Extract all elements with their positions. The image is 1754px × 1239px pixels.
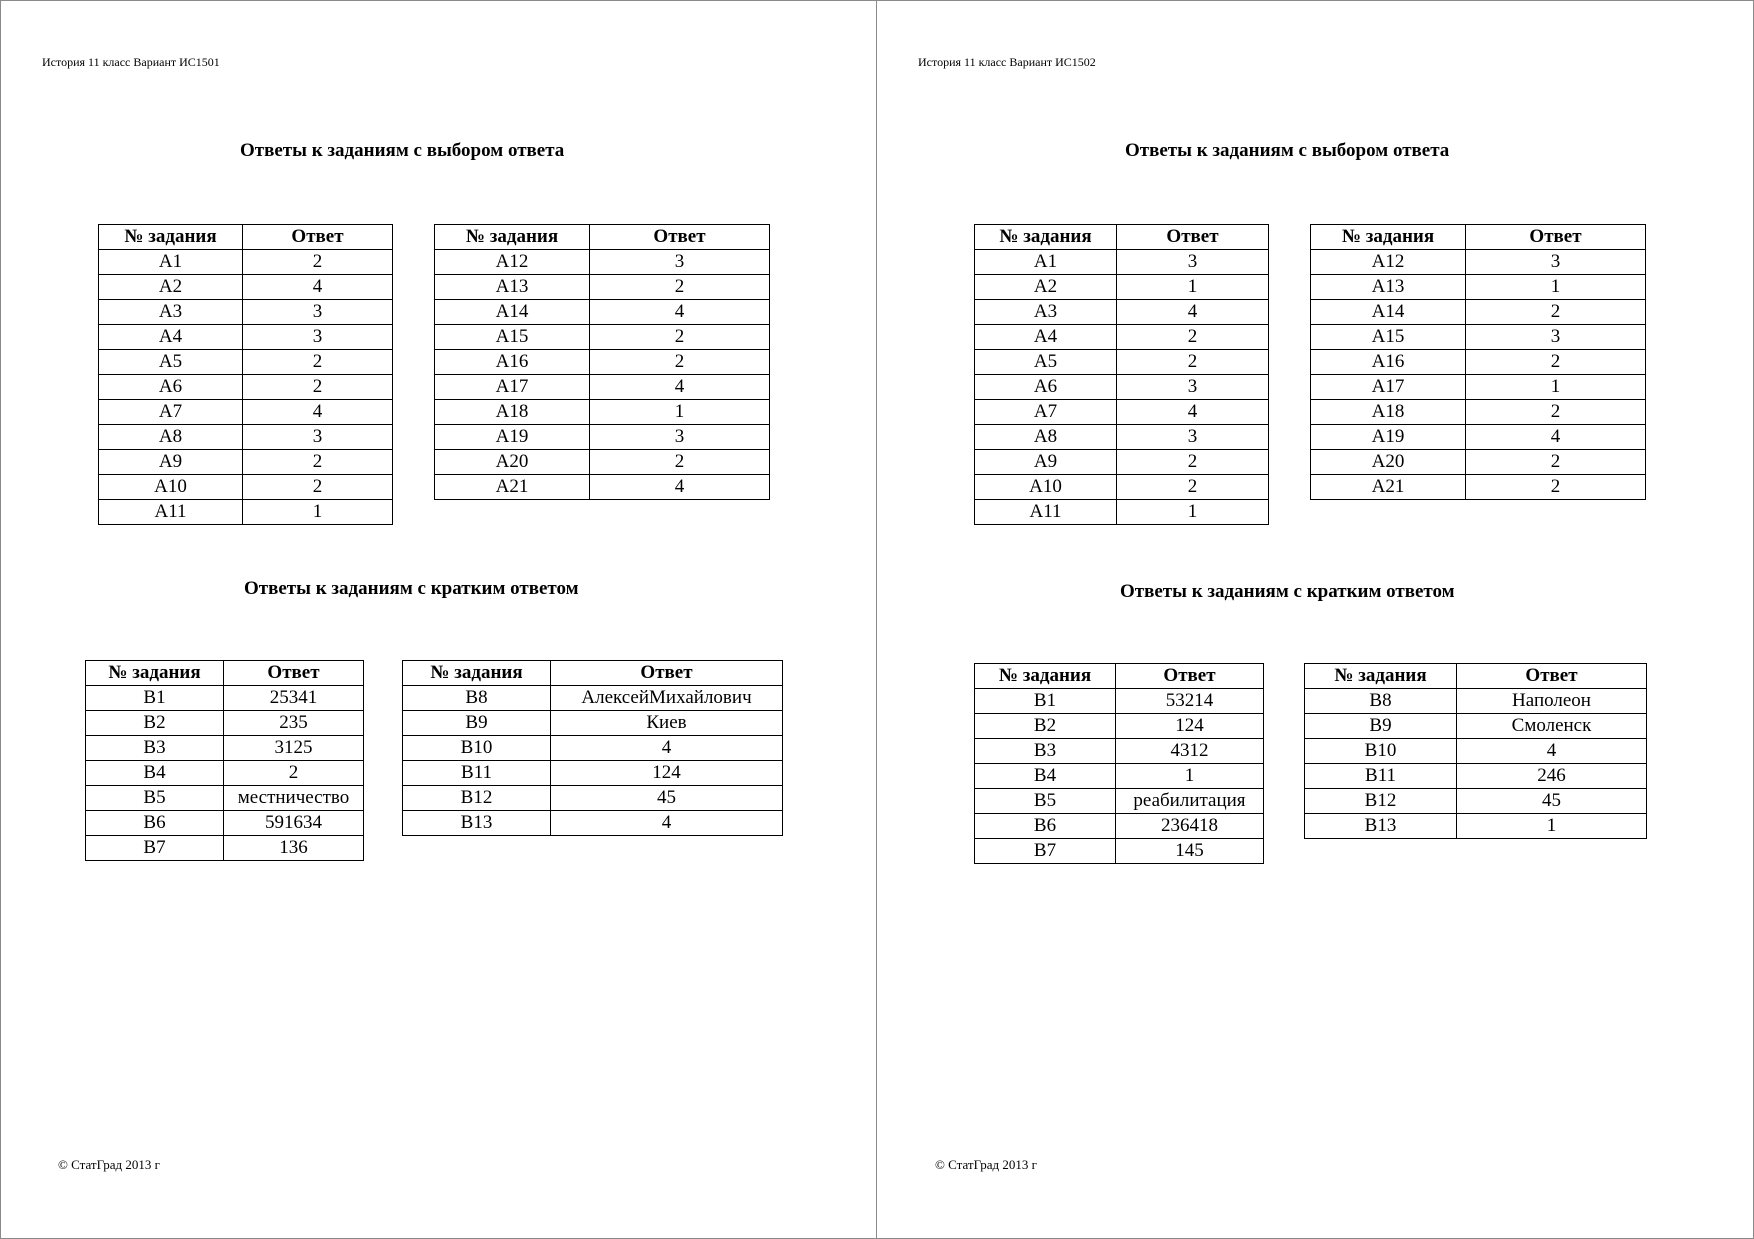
choice-answers-title: Ответы к заданиям с выбором ответа [240, 140, 565, 161]
answer-cell: 1 [1117, 275, 1269, 300]
short-table-1 [85, 660, 364, 861]
answer-cell: 124 [551, 761, 783, 786]
table-row [403, 761, 783, 786]
table-row [435, 450, 770, 475]
task-number-cell: В5 [86, 786, 224, 811]
answer-cell: 1 [1466, 275, 1646, 300]
answer-cell: 1 [1457, 814, 1647, 839]
task-number-cell: А17 [1311, 375, 1466, 400]
table-row [975, 689, 1264, 714]
answer-cell: 1 [243, 500, 393, 525]
task-number-cell: А11 [99, 500, 243, 525]
table-row [975, 475, 1269, 500]
answer-cell: 3 [243, 425, 393, 450]
col-header-answer: Ответ [1117, 225, 1269, 250]
table-row [975, 425, 1269, 450]
table-row [1311, 425, 1646, 450]
task-number-cell: А12 [435, 250, 590, 275]
task-number-cell: А9 [975, 450, 1117, 475]
choice-table-1 [974, 224, 1269, 525]
col-header-answer: Ответ [224, 661, 364, 686]
answer-cell: 3 [243, 325, 393, 350]
table-row [1305, 739, 1647, 764]
table-row [86, 686, 364, 711]
answer-cell: 3 [1117, 375, 1269, 400]
table-row [975, 500, 1269, 525]
answer-cell: 2 [1466, 475, 1646, 500]
table-row [1311, 375, 1646, 400]
task-number-cell: В1 [975, 689, 1116, 714]
table-row [1311, 400, 1646, 425]
col-header-task: № задания [435, 225, 590, 250]
table-row [99, 400, 393, 425]
answer-cell: 4 [1117, 400, 1269, 425]
task-number-cell: А15 [435, 325, 590, 350]
answer-cell: 1 [1117, 500, 1269, 525]
page-header: История 11 класс Вариант ИС1501 [42, 55, 220, 69]
task-number-cell: А10 [99, 475, 243, 500]
answer-cell: 2 [590, 275, 770, 300]
task-number-cell: А18 [435, 400, 590, 425]
answer-cell: 2 [243, 250, 393, 275]
answer-cell: Наполеон [1457, 689, 1647, 714]
answer-cell: реабилитация [1116, 789, 1264, 814]
table-row [975, 764, 1264, 789]
choice-table-2 [434, 224, 770, 500]
task-number-cell: А16 [435, 350, 590, 375]
task-number-cell: А19 [1311, 425, 1466, 450]
table-row [99, 500, 393, 525]
table-row [99, 250, 393, 275]
answer-cell: 4 [590, 300, 770, 325]
choice-table-2 [1310, 224, 1646, 500]
table-row [99, 325, 393, 350]
task-number-cell: В12 [403, 786, 551, 811]
col-header-task: № задания [1311, 225, 1466, 250]
task-number-cell: В12 [1305, 789, 1457, 814]
task-number-cell: В7 [975, 839, 1116, 864]
answer-cell: АлексейМихайлович [551, 686, 783, 711]
col-header-task: № задания [975, 664, 1116, 689]
task-number-cell: А4 [975, 325, 1117, 350]
col-header-task: № задания [975, 225, 1117, 250]
answer-cell: 2 [1466, 300, 1646, 325]
col-header-task: № задания [1305, 664, 1457, 689]
page-left [0, 0, 876, 1239]
short-answers-title: Ответы к заданиям с кратким ответом [244, 578, 579, 599]
table-row [435, 250, 770, 275]
table-row [1305, 689, 1647, 714]
page-footer: © СтатГрад 2013 г [935, 1157, 1037, 1172]
task-number-cell: А12 [1311, 250, 1466, 275]
answer-cell: 2 [1466, 350, 1646, 375]
task-number-cell: В9 [1305, 714, 1457, 739]
table-row [86, 711, 364, 736]
table-row [975, 814, 1264, 839]
answer-cell: 4 [243, 275, 393, 300]
table-row [435, 475, 770, 500]
answer-cell: 236418 [1116, 814, 1264, 839]
task-number-cell: В6 [975, 814, 1116, 839]
table-row [1305, 814, 1647, 839]
answer-cell: 3 [243, 300, 393, 325]
table-row [403, 686, 783, 711]
task-number-cell: А6 [975, 375, 1117, 400]
table-row [435, 375, 770, 400]
col-header-task: № задания [86, 661, 224, 686]
table-row [1311, 475, 1646, 500]
task-number-cell: А11 [975, 500, 1117, 525]
answer-cell: 53214 [1116, 689, 1264, 714]
table-row [1305, 764, 1647, 789]
col-header-answer: Ответ [551, 661, 783, 686]
table-row [435, 400, 770, 425]
table-row [86, 811, 364, 836]
task-number-cell: А3 [975, 300, 1117, 325]
answer-cell: 4 [1117, 300, 1269, 325]
table-row [975, 450, 1269, 475]
answer-cell: 4 [1466, 425, 1646, 450]
task-number-cell: А13 [435, 275, 590, 300]
task-number-cell: В11 [403, 761, 551, 786]
table-row [403, 711, 783, 736]
task-number-cell: В3 [975, 739, 1116, 764]
task-number-cell: А15 [1311, 325, 1466, 350]
task-number-cell: А8 [975, 425, 1117, 450]
table-row [975, 375, 1269, 400]
answer-cell: 4 [243, 400, 393, 425]
answer-cell: 45 [551, 786, 783, 811]
task-number-cell: В5 [975, 789, 1116, 814]
task-number-cell: В13 [1305, 814, 1457, 839]
table-row [1311, 250, 1646, 275]
col-header-answer: Ответ [590, 225, 770, 250]
table-row [99, 300, 393, 325]
task-number-cell: А20 [435, 450, 590, 475]
task-number-cell: А6 [99, 375, 243, 400]
task-number-cell: В8 [1305, 689, 1457, 714]
task-number-cell: В2 [975, 714, 1116, 739]
short-table-2 [402, 660, 783, 836]
table-row [975, 300, 1269, 325]
answer-cell: 1 [590, 400, 770, 425]
table-row [975, 400, 1269, 425]
answer-cell: 4312 [1116, 739, 1264, 764]
page-header: История 11 класс Вариант ИС1502 [918, 55, 1096, 69]
answer-cell: 2 [243, 350, 393, 375]
answer-cell: 124 [1116, 714, 1264, 739]
task-number-cell: А17 [435, 375, 590, 400]
table-row [435, 300, 770, 325]
table-row [99, 275, 393, 300]
answer-cell: 3125 [224, 736, 364, 761]
table-row [1311, 325, 1646, 350]
table-row [1311, 350, 1646, 375]
task-number-cell: В10 [403, 736, 551, 761]
table-row [99, 425, 393, 450]
table-row [1311, 450, 1646, 475]
col-header-task: № задания [99, 225, 243, 250]
table-row [99, 450, 393, 475]
table-row [86, 836, 364, 861]
table-row [403, 736, 783, 761]
answer-cell: Киев [551, 711, 783, 736]
choice-answers-title: Ответы к заданиям с выбором ответа [1125, 140, 1450, 161]
task-number-cell: А4 [99, 325, 243, 350]
task-number-cell: А18 [1311, 400, 1466, 425]
task-number-cell: А3 [99, 300, 243, 325]
table-row [975, 325, 1269, 350]
answer-cell: 2 [224, 761, 364, 786]
answer-cell: 2 [1117, 325, 1269, 350]
table-row [86, 736, 364, 761]
answer-cell: 2 [1466, 400, 1646, 425]
task-number-cell: А7 [975, 400, 1117, 425]
table-row [403, 811, 783, 836]
task-number-cell: А2 [975, 275, 1117, 300]
answer-cell: 3 [1117, 425, 1269, 450]
table-row [1311, 275, 1646, 300]
page-right [877, 0, 1754, 1239]
task-number-cell: В1 [86, 686, 224, 711]
page-footer: © СтатГрад 2013 г [58, 1157, 160, 1172]
task-number-cell: А5 [99, 350, 243, 375]
answer-cell: 2 [590, 450, 770, 475]
task-number-cell: В13 [403, 811, 551, 836]
task-number-cell: А14 [1311, 300, 1466, 325]
table-row [975, 275, 1269, 300]
table-row [975, 250, 1269, 275]
answer-cell: 4 [551, 736, 783, 761]
table-row [435, 425, 770, 450]
answer-cell: 2 [243, 475, 393, 500]
answer-cell: 2 [243, 450, 393, 475]
col-header-answer: Ответ [243, 225, 393, 250]
answer-cell: 4 [590, 375, 770, 400]
answer-cell: 2 [243, 375, 393, 400]
table-row [86, 761, 364, 786]
task-number-cell: В6 [86, 811, 224, 836]
task-number-cell: А8 [99, 425, 243, 450]
answer-cell: 1 [1466, 375, 1646, 400]
answer-cell: 2 [1466, 450, 1646, 475]
task-number-cell: А21 [435, 475, 590, 500]
table-row [975, 350, 1269, 375]
answer-cell: 3 [590, 425, 770, 450]
answer-cell: 3 [1466, 250, 1646, 275]
answer-cell: 2 [590, 325, 770, 350]
table-row [975, 714, 1264, 739]
table-row [975, 839, 1264, 864]
task-number-cell: В8 [403, 686, 551, 711]
table-row [99, 350, 393, 375]
answer-cell: 136 [224, 836, 364, 861]
task-number-cell: А9 [99, 450, 243, 475]
task-number-cell: В11 [1305, 764, 1457, 789]
table-row [435, 350, 770, 375]
answer-cell: 3 [590, 250, 770, 275]
answer-cell: 4 [1457, 739, 1647, 764]
col-header-answer: Ответ [1457, 664, 1647, 689]
table-row [975, 739, 1264, 764]
table-row [1305, 789, 1647, 814]
answer-cell: 145 [1116, 839, 1264, 864]
task-number-cell: А13 [1311, 275, 1466, 300]
answer-cell: 2 [590, 350, 770, 375]
answer-cell: 4 [590, 475, 770, 500]
answer-cell: 246 [1457, 764, 1647, 789]
answer-cell: 3 [1117, 250, 1269, 275]
task-number-cell: А16 [1311, 350, 1466, 375]
task-number-cell: В9 [403, 711, 551, 736]
short-answers-title: Ответы к заданиям с кратким ответом [1120, 581, 1455, 602]
table-row [99, 475, 393, 500]
table-row [1305, 714, 1647, 739]
answer-cell: 45 [1457, 789, 1647, 814]
task-number-cell: А5 [975, 350, 1117, 375]
table-row [1311, 300, 1646, 325]
answer-cell: 2 [1117, 475, 1269, 500]
answer-cell: 2 [1117, 450, 1269, 475]
task-number-cell: В4 [975, 764, 1116, 789]
task-number-cell: А21 [1311, 475, 1466, 500]
short-table-2 [1304, 663, 1647, 839]
col-header-task: № задания [403, 661, 551, 686]
answer-cell: 591634 [224, 811, 364, 836]
answer-cell: Смоленск [1457, 714, 1647, 739]
task-number-cell: А1 [975, 250, 1117, 275]
col-header-answer: Ответ [1466, 225, 1646, 250]
col-header-answer: Ответ [1116, 664, 1264, 689]
task-number-cell: В4 [86, 761, 224, 786]
table-row [975, 789, 1264, 814]
task-number-cell: В10 [1305, 739, 1457, 764]
answer-cell: 3 [1466, 325, 1646, 350]
table-row [403, 786, 783, 811]
short-table-1 [974, 663, 1264, 864]
task-number-cell: В2 [86, 711, 224, 736]
task-number-cell: А20 [1311, 450, 1466, 475]
task-number-cell: А14 [435, 300, 590, 325]
answer-cell: 25341 [224, 686, 364, 711]
task-number-cell: В7 [86, 836, 224, 861]
task-number-cell: А10 [975, 475, 1117, 500]
answer-cell: 2 [1117, 350, 1269, 375]
task-number-cell: А2 [99, 275, 243, 300]
task-number-cell: А1 [99, 250, 243, 275]
table-row [435, 275, 770, 300]
task-number-cell: А7 [99, 400, 243, 425]
answer-cell: местничество [224, 786, 364, 811]
choice-table-1 [98, 224, 393, 525]
answer-cell: 235 [224, 711, 364, 736]
answer-cell: 4 [551, 811, 783, 836]
task-number-cell: В3 [86, 736, 224, 761]
table-row [435, 325, 770, 350]
table-row [99, 375, 393, 400]
task-number-cell: А19 [435, 425, 590, 450]
answer-cell: 1 [1116, 764, 1264, 789]
table-row [86, 786, 364, 811]
